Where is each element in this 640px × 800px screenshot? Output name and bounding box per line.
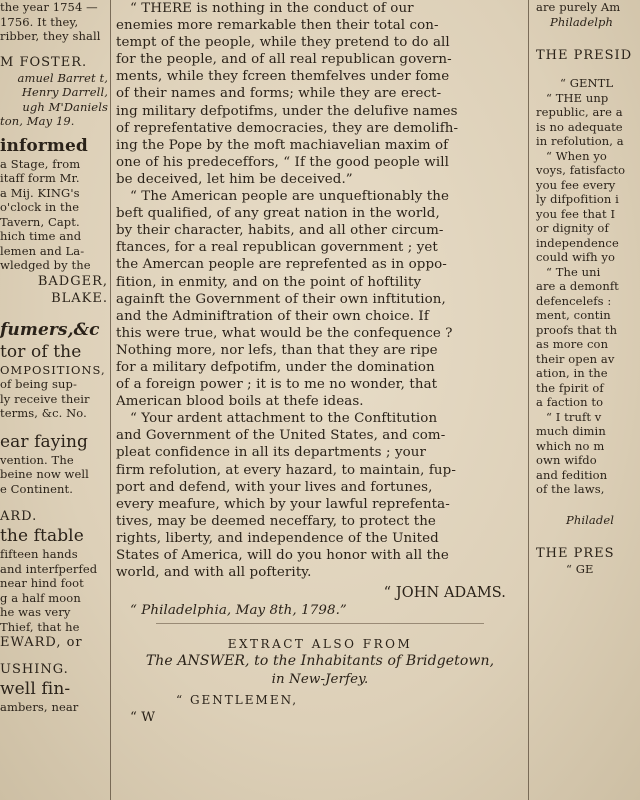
left-line: BLAKE. — [51, 290, 108, 306]
left-line: vention. The — [0, 452, 74, 467]
left-line: ribber, they shall — [0, 29, 101, 43]
text-line: every meafure, which by your lawful reprefenta- — [116, 496, 450, 512]
right-line: much dimin — [536, 424, 606, 438]
right-line: could wifh yo — [536, 250, 616, 264]
text-line: againft the Government of their own inftitution, — [116, 291, 446, 307]
left-line: the year 1754 — — [0, 0, 98, 14]
right-line: “ When yo — [546, 148, 607, 163]
paragraph-3 — [116, 410, 524, 581]
right-line: ly difpofition i — [536, 192, 619, 206]
text-line: the Amercan people are reprefented as in oppo- — [116, 257, 447, 273]
text-line: rights, liberty, and independence of the United — [116, 530, 439, 546]
right-line: republic, are a — [536, 105, 623, 119]
right-heading: THE PRES — [536, 546, 615, 561]
left-line: hich time and — [0, 229, 82, 243]
right-column — [532, 0, 640, 800]
text-line: ments, while they fcreen themfelves under fome — [116, 69, 450, 85]
right-heading: THE PRESID — [536, 48, 633, 63]
right-line: “ GE — [566, 562, 594, 576]
right-line: independence — [536, 235, 619, 250]
paragraph-1 — [116, 0, 524, 188]
left-heading: ear faying — [0, 431, 89, 452]
signature: “ JOHN ADAMS. — [383, 585, 506, 602]
left-line: fifteen hands — [0, 547, 78, 561]
right-line: are purely Am — [536, 0, 621, 14]
dateline: “ Philadelphia, May 8th, 1798.” — [130, 603, 347, 619]
text-line: port and defend, with your lives and fortunes, — [116, 479, 433, 495]
text-line: be deceived, let him be deceived.” — [116, 171, 353, 187]
text-line: for a military defpotifm, under the domination — [116, 359, 435, 375]
left-line: Henry Darrell, — [21, 85, 108, 99]
left-line: he was very — [0, 605, 71, 619]
main-column — [116, 0, 524, 800]
left-line: M FOSTER. — [0, 54, 88, 70]
text-line: States of America, will do you honor with all the — [116, 548, 449, 563]
left-line: ARD. — [0, 509, 38, 524]
text-line: ing the Pope by the moft machiavelian maxim of — [116, 137, 449, 153]
left-line: 1756. It they, — [0, 14, 79, 29]
text-line: of a foreign power ; it is to me no wonder, that — [116, 377, 438, 393]
text-line: “ Your ardent attachment to the Conftitution — [130, 411, 438, 427]
text-line: of reprefentative democracies, they are demolifh- — [116, 120, 459, 136]
text-line: “ W — [130, 709, 156, 725]
left-line: amuel Barret t, — [17, 70, 108, 85]
text-line: firm refolution, at every hazard, to maintain, fup- — [116, 462, 456, 478]
text-line: tives, may be deemed neceffary, to protect the — [116, 513, 436, 529]
left-line: near hind foot — [0, 576, 84, 590]
right-line: “ GENTL — [560, 76, 614, 90]
text-line: and Government of the United States, and com- — [116, 428, 446, 444]
right-line: in refolution, a — [536, 134, 624, 148]
left-line: ton, May 19. — [0, 114, 75, 128]
left-line: g a half moon — [0, 590, 81, 605]
right-line: voys, fatisfacto — [536, 163, 626, 177]
left-column — [0, 0, 108, 800]
right-line: ation, in the — [536, 366, 608, 380]
left-line: of being sup- — [0, 377, 77, 391]
left-line: Thief, that he — [0, 619, 80, 634]
answer-subtitle: in New-Jerfey. — [271, 671, 369, 687]
text-line: for the people, and of all real republican govern- — [116, 52, 452, 68]
left-heading: well fin- — [0, 679, 71, 699]
left-line: terms, &c. No. — [0, 406, 87, 420]
left-line: lemen and La- — [0, 243, 85, 258]
right-line: the fpirit of — [536, 380, 604, 395]
text-line: of their names and forms; while they are erect- — [116, 86, 442, 102]
text-line: American blood boils at thefe ideas. — [116, 394, 364, 410]
left-line: ambers, near — [0, 700, 79, 714]
text-line: “ The American people are unqueftionably the — [130, 189, 450, 205]
text-line: Nothing more, nor lefs, than that they are ripe — [116, 342, 438, 358]
left-heading: the ftable — [0, 526, 84, 546]
right-line: you fee every — [536, 177, 616, 192]
right-line: defencelefs : — [536, 293, 612, 308]
right-line: Philadelph — [550, 14, 613, 29]
paragraph-2 — [116, 188, 524, 410]
left-line: EWARD, or — [0, 635, 83, 650]
extract-heading: EXTRACT ALSO FROM — [227, 637, 413, 652]
left-line: USHING. — [0, 662, 69, 677]
right-line: a faction to — [536, 395, 604, 409]
text-line: world, and with all pofterity. — [116, 565, 312, 581]
right-line: their open av — [536, 351, 615, 366]
text-line: tempt of the people, while they pretend to do all — [116, 35, 450, 51]
right-line: you fee that I — [536, 206, 616, 221]
left-line: a Mij. KING's — [0, 185, 80, 200]
left-line: itaff form Mr. — [0, 171, 80, 185]
text-line: “ THERE is nothing in the conduct of our — [130, 1, 414, 16]
text-line: by their character, habits, and all other circum- — [116, 223, 444, 239]
right-line: of the laws, — [536, 482, 605, 496]
left-line: wledged by the — [0, 258, 91, 272]
text-line: enemies more remarkable then their total con- — [116, 18, 439, 34]
right-line: own wifdo — [536, 453, 597, 467]
left-line: OMPOSITIONS, — [0, 362, 106, 377]
left-line: ly receive their — [0, 391, 90, 406]
text-line: pleat confidence in all its departments ; your — [116, 445, 426, 461]
left-line: beine now well — [0, 467, 89, 481]
left-line: Tavern, Capt. — [0, 214, 80, 229]
right-line: ment, contin — [536, 308, 611, 322]
right-line: proofs that th — [536, 322, 618, 337]
text-line: beft qualified, of any great nation in the world, — [116, 206, 440, 222]
right-line: is no adequate — [536, 119, 623, 134]
right-line: as more con — [536, 337, 609, 351]
right-line: are a demonft — [536, 279, 619, 293]
right-line: which no m — [536, 438, 605, 453]
column-rule-right — [528, 0, 529, 800]
left-line: a Stage, from — [0, 156, 81, 171]
left-line: e Continent. — [0, 481, 73, 496]
left-line: and interfperfed — [0, 561, 98, 576]
text-line: fition, in enmity, and on the point of hoftility — [116, 274, 422, 290]
answer-title: The ANSWER, to the Inhabitants of Bridgetown, — [145, 653, 495, 670]
text-line: ing military defpotifms, under the delufive names — [116, 103, 458, 119]
right-line: “ I truft v — [546, 409, 602, 424]
left-line: o'clock in the — [0, 200, 80, 214]
text-line: ftances, for a real republican government ; yet — [116, 240, 438, 256]
left-heading: informed — [0, 135, 88, 156]
right-line: “ The uni — [546, 264, 601, 279]
right-line: Philadel — [566, 512, 615, 527]
left-line: ugh M'Daniels — [22, 99, 108, 114]
right-line: and fedition — [536, 467, 608, 482]
left-line: BADGER, — [37, 273, 108, 289]
left-heading: fumers,&c — [0, 319, 100, 340]
column-rule-left — [110, 0, 111, 800]
salutation: “ GENTLEMEN, — [176, 692, 299, 707]
text-line: this were true, what would be the confequence ? — [116, 325, 453, 341]
section-divider — [156, 623, 484, 624]
text-line: and the Adminiftration of their own choice. If — [116, 308, 429, 324]
right-line: or dignity of — [536, 221, 609, 235]
left-heading: tor of the — [0, 341, 82, 362]
text-line: one of his predeceffors, “ If the good people will — [116, 154, 449, 170]
right-line: “ THE unp — [546, 90, 609, 105]
